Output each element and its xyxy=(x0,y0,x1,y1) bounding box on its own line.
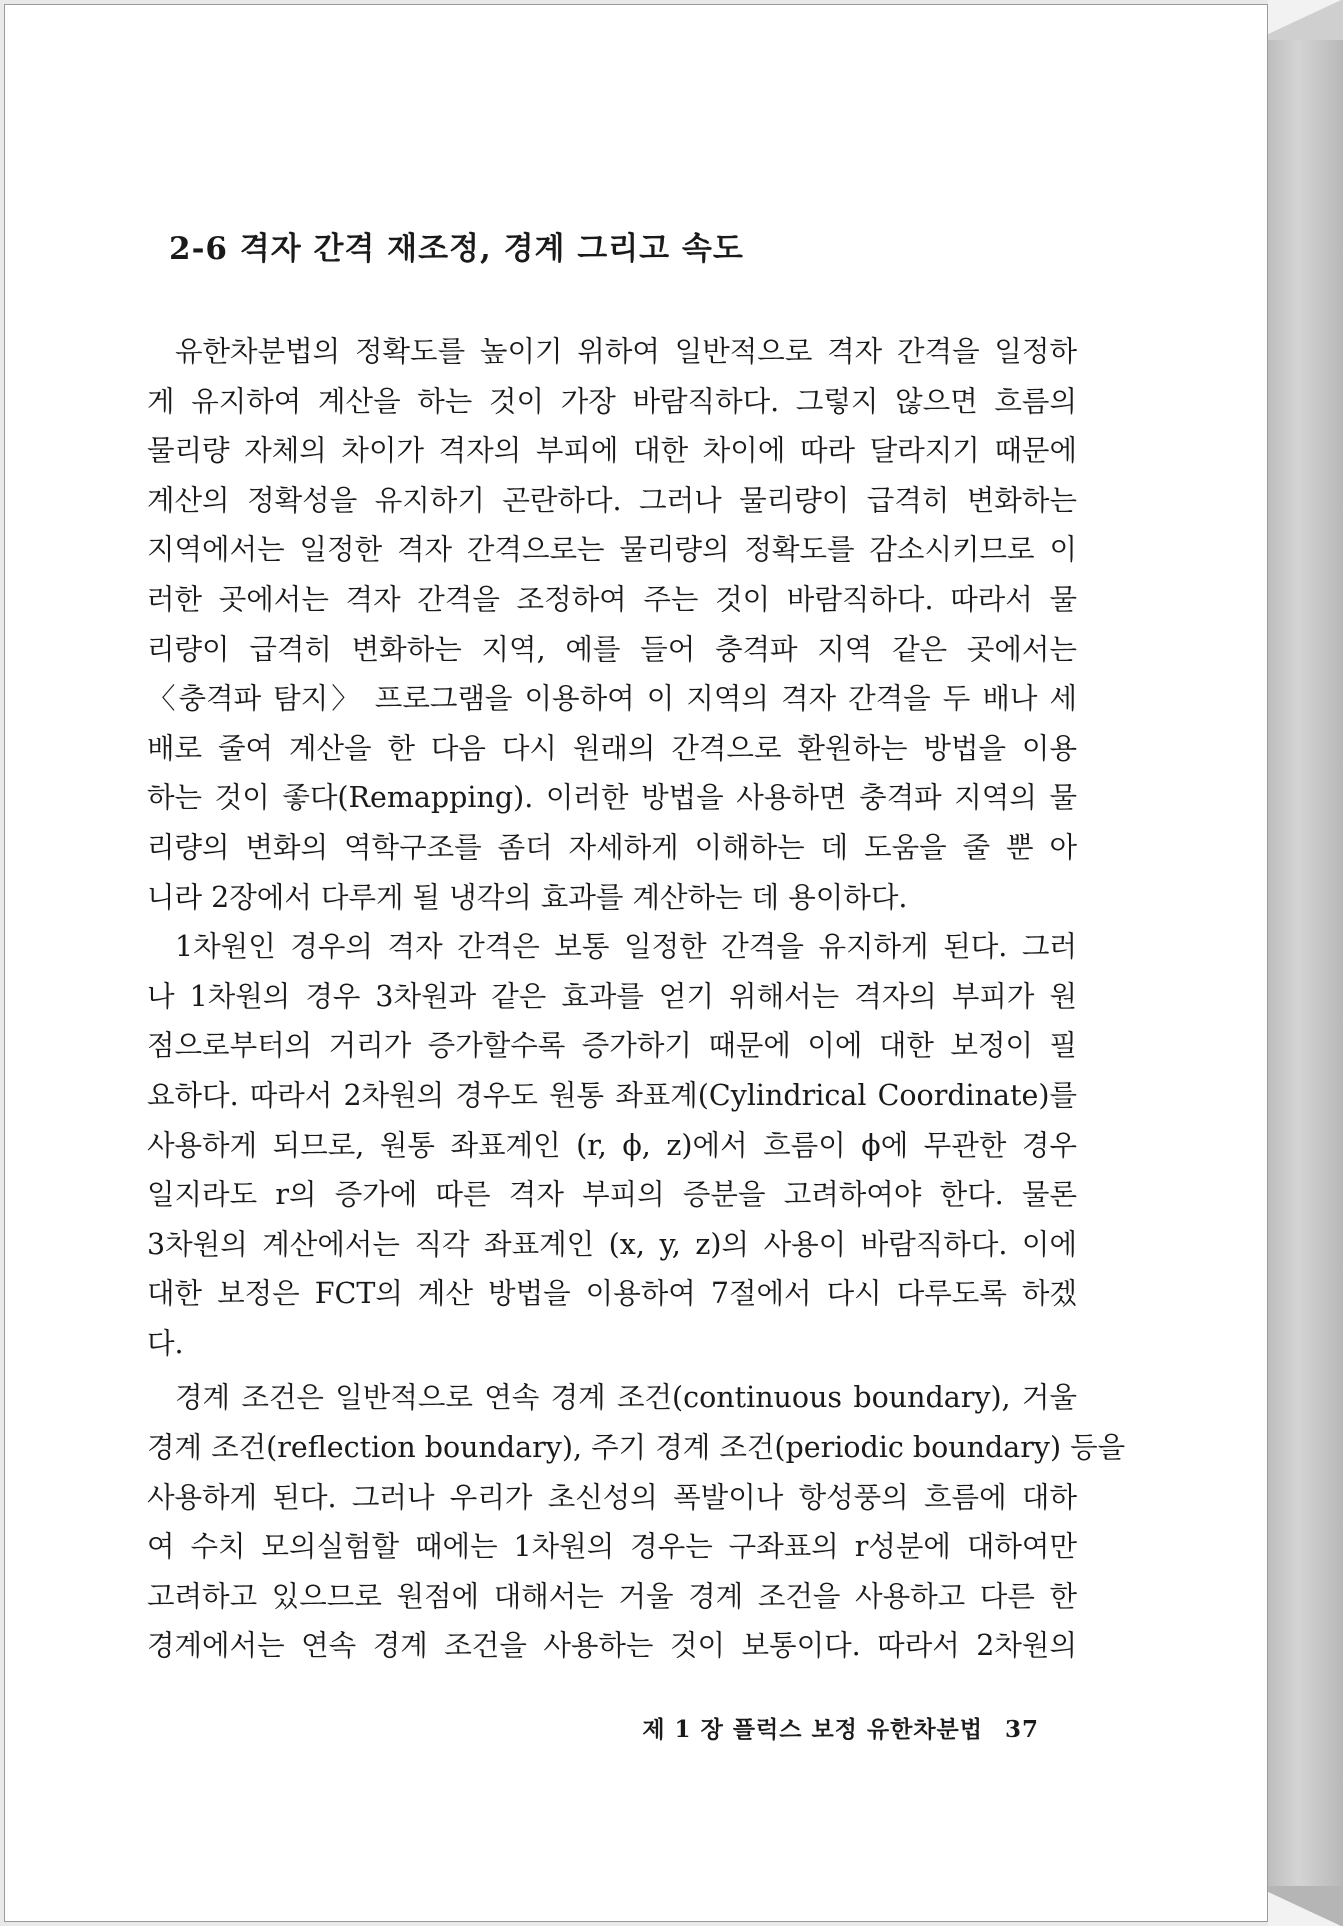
text-line: 점으로부터의 거리가 증가할수록 증가하기 때문에 이에 대한 보정이 필 xyxy=(147,1029,1077,1063)
text-line: 요하다. 따라서 2차원의 경우도 원통 좌표계(Cylindrical Coordinate)를 xyxy=(147,1078,1077,1112)
text-line: 배로 줄여 계산을 한 다음 다시 원래의 간격으로 환원하는 방법을 이용 xyxy=(147,731,1077,765)
page-footer xyxy=(642,1711,1039,1744)
text-line: 경계에서는 연속 경계 조건을 사용하는 것이 보통이다. 따라서 2차원의 xyxy=(147,1629,1077,1663)
text-line: 일지라도 r의 증가에 따른 격자 부피의 증분을 고려하여야 한다. 물론 xyxy=(147,1178,1077,1212)
text-line: 대한 보정은 FCT의 계산 방법을 이용하여 7절에서 다시 다루도록 하겠 xyxy=(147,1277,1077,1311)
body-text xyxy=(147,327,1126,1671)
text-line: 여 수치 모의실험할 때에는 1차원의 경우는 구좌표의 r성분에 대하여만 xyxy=(147,1530,1077,1564)
book-edge xyxy=(1268,0,1343,1926)
text-line: 리량이 급격히 변화하는 지역, 예를 들어 충격파 지역 같은 곳에서는 xyxy=(147,632,1077,666)
text-line: 계산의 정확성을 유지하기 곤란하다. 그러나 물리량이 급격히 변화하는 xyxy=(147,483,1077,517)
text-line: 게 유지하여 계산을 하는 것이 가장 바람직하다. 그렇지 않으면 흐름의 xyxy=(147,384,1077,418)
book-edge-bottom xyxy=(1268,1886,1343,1926)
book-edge-top xyxy=(1268,0,1343,40)
text-line: 하는 것이 좋다(Remapping). 이러한 방법을 사용하면 충격파 지역의 물 xyxy=(147,781,1077,815)
text-line: 지역에서는 일정한 격자 간격으로는 물리량의 정확도를 감소시키므로 이 xyxy=(147,533,1077,567)
text-line: 3차원의 계산에서는 직각 좌표계인 (x, y, z)의 사용이 바람직하다. 이에 xyxy=(147,1227,1077,1261)
text-line: 〈충격파 탐지〉 프로그램을 이용하여 이 지역의 격자 간격을 두 배나 세 xyxy=(147,682,1077,716)
page-number: 37 xyxy=(1004,1716,1039,1743)
chapter-title: 제 1 장 플럭스 보정 유한차분법 xyxy=(642,1716,983,1743)
section-title: 2-6 격자 간격 재조정, 경계 그리고 속도 xyxy=(169,231,744,267)
text-line: 러한 곳에서는 격자 간격을 조정하여 주는 것이 바람직하다. 따라서 물 xyxy=(147,582,1077,616)
text-line: 1차원인 경우의 격자 간격은 보통 일정한 간격을 유지하게 된다. 그러 xyxy=(175,930,1077,964)
text-line: 나 1차원의 경우 3차원과 같은 효과를 얻기 위해서는 격자의 부피가 원 xyxy=(147,979,1077,1013)
text-line: 유한차분법의 정확도를 높이기 위하여 일반적으로 격자 간격을 일정하 xyxy=(175,335,1077,368)
text-line: 경계 조건은 일반적으로 연속 경계 조건(continuous boundary), 거울 xyxy=(175,1381,1077,1415)
text-line: 사용하게 된다. 그러나 우리가 초신성의 폭발이나 항성풍의 흐름에 대하 xyxy=(147,1480,1077,1514)
text-line: 다. xyxy=(147,1326,184,1360)
text-line: 리량의 변화의 역학구조를 좀더 자세하게 이해하는 데 도움을 줄 뿐 아 xyxy=(147,830,1077,864)
book-page xyxy=(4,4,1268,1922)
text-line: 니라 2장에서 다루게 될 냉각의 효과를 계산하는 데 용이하다. xyxy=(147,880,908,914)
text-line: 경계 조건(reflection boundary), 주기 경계 조건(periodic boundary) 등을 xyxy=(147,1431,1126,1465)
text-line: 고려하고 있으므로 원점에 대해서는 거울 경계 조건을 사용하고 다른 한 xyxy=(147,1579,1077,1613)
text-line: 물리량 자체의 차이가 격자의 부피에 대한 차이에 따라 달라지기 때문에 xyxy=(147,434,1077,468)
text-line: 사용하게 되므로, 원통 좌표계인 (r, ϕ, z)에서 흐름이 ϕ에 무관한 경우 xyxy=(147,1128,1077,1162)
